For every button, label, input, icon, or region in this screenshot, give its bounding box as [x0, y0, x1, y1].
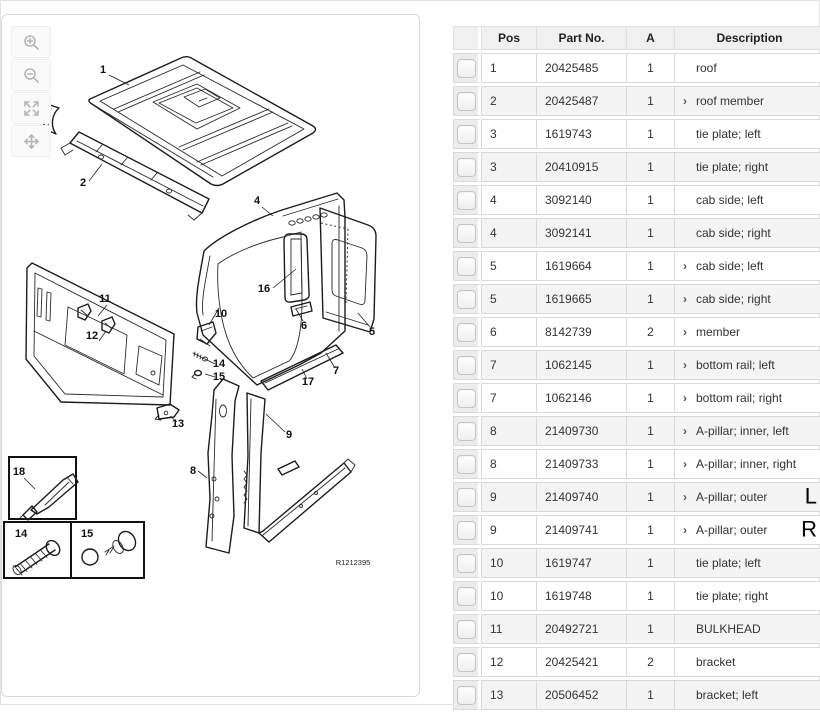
description-text: tie plate; left — [696, 127, 761, 141]
qty-cell: 1 — [627, 680, 675, 710]
row-checkbox-cell — [453, 614, 481, 644]
description-text: cab side; left — [696, 193, 764, 207]
pos-cell: 8 — [481, 449, 537, 479]
part-no-cell: 20410915 — [537, 152, 627, 182]
zoom-out-button[interactable] — [11, 59, 51, 91]
part-no-cell: 1619665 — [537, 284, 627, 314]
row-checkbox-cell — [453, 185, 481, 215]
description-cell — [675, 449, 820, 479]
part-no-cell: 8142739 — [537, 317, 627, 347]
pos-cell: 7 — [481, 383, 537, 413]
qty-cell: 2 — [627, 647, 675, 677]
label-17: 17 — [301, 376, 315, 388]
row-checkbox-cell — [453, 350, 481, 380]
sub-level-chevron-icon: › — [683, 490, 687, 504]
row-checkbox[interactable] — [457, 290, 476, 309]
table-row[interactable] — [453, 383, 820, 413]
row-checkbox[interactable] — [457, 653, 476, 672]
side-mark: R — [801, 516, 817, 542]
exploded-cab-diagram — [2, 15, 419, 696]
row-checkbox[interactable] — [457, 125, 476, 144]
row-checkbox[interactable] — [457, 59, 476, 78]
part-window-member-16 — [284, 234, 309, 302]
zoom-out-icon — [23, 67, 40, 84]
header-a: A — [627, 26, 675, 50]
pos-cell: 13 — [481, 680, 537, 710]
table-row[interactable] — [453, 680, 820, 710]
row-checkbox-cell — [453, 251, 481, 281]
part-roof — [89, 57, 316, 186]
sub-level-chevron-icon: › — [683, 523, 687, 537]
pos-cell: 10 — [481, 581, 537, 611]
description-text: bracket — [696, 655, 736, 669]
row-checkbox[interactable] — [457, 488, 476, 507]
row-checkbox[interactable] — [457, 257, 476, 276]
label-box-14: 14 — [15, 528, 28, 540]
part-no-cell: 1619748 — [537, 581, 627, 611]
qty-cell: 1 — [627, 119, 675, 149]
table-row[interactable] — [453, 284, 820, 314]
pos-cell: 3 — [481, 152, 537, 182]
description-text: cab side; right — [696, 292, 771, 306]
label-8: 8 — [189, 465, 197, 477]
description-cell — [675, 680, 820, 710]
row-checkbox[interactable] — [457, 686, 476, 705]
row-checkbox[interactable] — [457, 158, 476, 177]
label-4: 4 — [253, 195, 261, 207]
part-bulkhead — [26, 263, 174, 405]
parts-table-panel — [453, 23, 820, 713]
illustration-ref-code: R1212395 — [335, 558, 371, 567]
table-row[interactable] — [453, 548, 820, 578]
qty-cell: 1 — [627, 416, 675, 446]
label-10: 10 — [214, 308, 228, 320]
label-15: 15 — [212, 371, 226, 383]
description-text: roof — [696, 61, 717, 75]
label-6: 6 — [300, 320, 308, 332]
pos-cell: 9 — [481, 482, 537, 512]
parts-table-body — [453, 53, 820, 710]
row-checkbox-cell — [453, 218, 481, 248]
table-row[interactable] — [453, 251, 820, 281]
row-checkbox[interactable] — [457, 620, 476, 639]
table-row[interactable] — [453, 152, 820, 182]
row-checkbox[interactable] — [457, 455, 476, 474]
header-part-no: Part No. — [537, 26, 627, 50]
part-no-cell: 20506452 — [537, 680, 627, 710]
pos-cell: 7 — [481, 350, 537, 380]
description-text: cab side; right — [696, 226, 771, 240]
part-a-pillar-inner — [206, 379, 239, 553]
part-no-cell: 20425485 — [537, 53, 627, 83]
description-cell — [675, 218, 820, 248]
table-row[interactable] — [453, 317, 820, 347]
pos-cell: 10 — [481, 548, 537, 578]
table-header-row — [453, 26, 820, 50]
qty-cell: 1 — [627, 284, 675, 314]
label-13: 13 — [171, 418, 185, 430]
row-checkbox-cell — [453, 152, 481, 182]
label-box-15: 15 — [81, 528, 94, 540]
part-no-cell: 1619743 — [537, 119, 627, 149]
part-bracket-12 — [78, 304, 115, 333]
row-checkbox-cell — [453, 119, 481, 149]
description-text: cab side; left — [696, 259, 764, 273]
qty-cell: 1 — [627, 383, 675, 413]
description-cell — [675, 383, 820, 413]
description-text: bottom rail; left — [696, 358, 775, 372]
part-a-pillar-outer — [244, 393, 355, 542]
description-text: A-pillar; outer — [696, 523, 768, 537]
sub-level-chevron-icon: › — [683, 325, 687, 339]
row-checkbox-cell — [453, 86, 481, 116]
sub-level-chevron-icon: › — [683, 457, 687, 471]
part-screw-14 — [193, 352, 208, 361]
part-roof-member — [61, 132, 209, 220]
description-text: bottom rail; right — [696, 391, 783, 405]
label-18: 18 — [12, 466, 26, 478]
row-checkbox-cell — [453, 449, 481, 479]
description-cell — [675, 515, 820, 545]
table-row[interactable] — [453, 416, 820, 446]
fit-screen-button[interactable] — [11, 92, 51, 124]
row-checkbox-cell — [453, 548, 481, 578]
qty-cell: 1 — [627, 251, 675, 281]
part-no-cell: 21409741 — [537, 515, 627, 545]
sub-level-chevron-icon: › — [683, 292, 687, 306]
description-cell — [675, 647, 820, 677]
row-checkbox[interactable] — [457, 323, 476, 342]
label-12: 12 — [85, 330, 99, 342]
pos-cell: 5 — [481, 251, 537, 281]
part-no-cell: 1062146 — [537, 383, 627, 413]
row-checkbox-cell — [453, 647, 481, 677]
sub-level-chevron-icon: › — [683, 424, 687, 438]
table-row[interactable] — [453, 515, 820, 545]
table-row[interactable] — [453, 581, 820, 611]
table-row[interactable] — [453, 350, 820, 380]
description-text: tie plate; right — [696, 160, 769, 174]
zoom-in-button[interactable] — [11, 26, 51, 58]
table-row[interactable] — [453, 449, 820, 479]
part-no-cell: 20425487 — [537, 86, 627, 116]
table-row[interactable] — [453, 53, 820, 83]
label-1: 1 — [99, 64, 107, 76]
description-cell — [675, 152, 820, 182]
qty-cell: 2 — [627, 317, 675, 347]
row-checkbox-cell — [453, 482, 481, 512]
header-pos: Pos — [481, 26, 537, 50]
label-11: 11 — [99, 293, 111, 305]
qty-cell: 1 — [627, 614, 675, 644]
label-2: 2 — [79, 177, 87, 189]
qty-cell: 1 — [627, 449, 675, 479]
part-no-cell: 3092141 — [537, 218, 627, 248]
row-checkbox[interactable] — [457, 521, 476, 540]
description-cell — [675, 317, 820, 347]
row-checkbox[interactable] — [457, 92, 476, 111]
leader-lines — [24, 75, 370, 489]
part-no-cell: 21409733 — [537, 449, 627, 479]
row-checkbox-cell — [453, 680, 481, 710]
pos-cell: 5 — [481, 284, 537, 314]
description-text: tie plate; right — [696, 589, 769, 603]
label-14: 14 — [212, 358, 226, 370]
pos-cell: 12 — [481, 647, 537, 677]
row-checkbox[interactable] — [457, 389, 476, 408]
row-checkbox[interactable] — [457, 224, 476, 243]
qty-cell: 1 — [627, 581, 675, 611]
row-checkbox[interactable] — [457, 422, 476, 441]
row-checkbox-cell — [453, 581, 481, 611]
qty-cell: 1 — [627, 515, 675, 545]
row-checkbox[interactable] — [457, 356, 476, 375]
description-cell — [675, 284, 820, 314]
sub-level-chevron-icon: › — [683, 391, 687, 405]
part-no-cell: 1062145 — [537, 350, 627, 380]
description-text: A-pillar; outer — [696, 490, 768, 504]
part-no-cell: 1619664 — [537, 251, 627, 281]
label-7: 7 — [332, 365, 340, 377]
description-cell — [675, 614, 820, 644]
row-checkbox-cell — [453, 317, 481, 347]
pos-cell: 2 — [481, 86, 537, 116]
pos-cell: 6 — [481, 317, 537, 347]
qty-cell: 1 — [627, 218, 675, 248]
parts-table — [453, 23, 820, 713]
description-cell — [675, 548, 820, 578]
description-cell — [675, 185, 820, 215]
row-checkbox[interactable] — [457, 191, 476, 210]
description-cell — [675, 482, 820, 512]
row-checkbox[interactable] — [457, 587, 476, 606]
table-row[interactable] — [453, 647, 820, 677]
description-cell — [675, 119, 820, 149]
table-row[interactable] — [453, 86, 820, 116]
description-text: A-pillar; inner, left — [696, 424, 789, 438]
table-row[interactable] — [453, 482, 820, 512]
description-cell — [675, 86, 820, 116]
table-row[interactable] — [453, 185, 820, 215]
qty-cell: 1 — [627, 185, 675, 215]
description-text: bracket; left — [696, 688, 759, 702]
label-16: 16 — [257, 283, 271, 295]
pos-cell: 8 — [481, 416, 537, 446]
row-checkbox-cell — [453, 53, 481, 83]
diagram-panel — [1, 14, 420, 697]
qty-cell: 1 — [627, 548, 675, 578]
part-cab-side-rear — [320, 208, 376, 332]
label-5: 5 — [368, 326, 376, 338]
header-checkbox-column — [453, 26, 481, 50]
qty-cell: 1 — [627, 152, 675, 182]
pan-button[interactable] — [11, 125, 51, 157]
pan-icon — [23, 133, 40, 150]
description-cell — [675, 53, 820, 83]
row-checkbox[interactable] — [457, 554, 476, 573]
header-description: Description — [675, 26, 820, 50]
diagram-toolbar — [11, 26, 51, 158]
row-checkbox-cell — [453, 284, 481, 314]
description-text: BULKHEAD — [696, 622, 761, 636]
part-no-cell: 20492721 — [537, 614, 627, 644]
row-checkbox-cell — [453, 515, 481, 545]
sub-level-chevron-icon: › — [683, 94, 687, 108]
table-row[interactable] — [453, 614, 820, 644]
row-checkbox-cell — [453, 416, 481, 446]
qty-cell: 1 — [627, 53, 675, 83]
part-no-cell: 1619747 — [537, 548, 627, 578]
fit-screen-icon — [23, 100, 40, 117]
description-text: tie plate; left — [696, 556, 761, 570]
part-plug-15 — [192, 370, 201, 379]
description-cell — [675, 350, 820, 380]
row-checkbox-cell — [453, 383, 481, 413]
part-no-cell: 21409740 — [537, 482, 627, 512]
pos-cell: 4 — [481, 218, 537, 248]
description-cell — [675, 581, 820, 611]
part-no-cell: 3092140 — [537, 185, 627, 215]
zoom-in-icon — [23, 34, 40, 51]
pos-cell: 1 — [481, 53, 537, 83]
table-row[interactable] — [453, 218, 820, 248]
description-text: A-pillar; inner, right — [696, 457, 797, 471]
qty-cell: 1 — [627, 86, 675, 116]
qty-cell: 1 — [627, 350, 675, 380]
qty-cell: 1 — [627, 482, 675, 512]
description-cell — [675, 416, 820, 446]
description-text: roof member — [696, 94, 765, 108]
pos-cell: 3 — [481, 119, 537, 149]
pos-cell: 9 — [481, 515, 537, 545]
side-mark: L — [804, 483, 817, 509]
part-no-cell: 20425421 — [537, 647, 627, 677]
pos-cell: 11 — [481, 614, 537, 644]
description-cell — [675, 251, 820, 281]
part-no-cell: 21409730 — [537, 416, 627, 446]
sub-level-chevron-icon: › — [683, 358, 687, 372]
table-row[interactable] — [453, 119, 820, 149]
label-9: 9 — [285, 429, 293, 441]
description-text: member — [696, 325, 741, 339]
sub-level-chevron-icon: › — [683, 259, 687, 273]
pos-cell: 4 — [481, 185, 537, 215]
